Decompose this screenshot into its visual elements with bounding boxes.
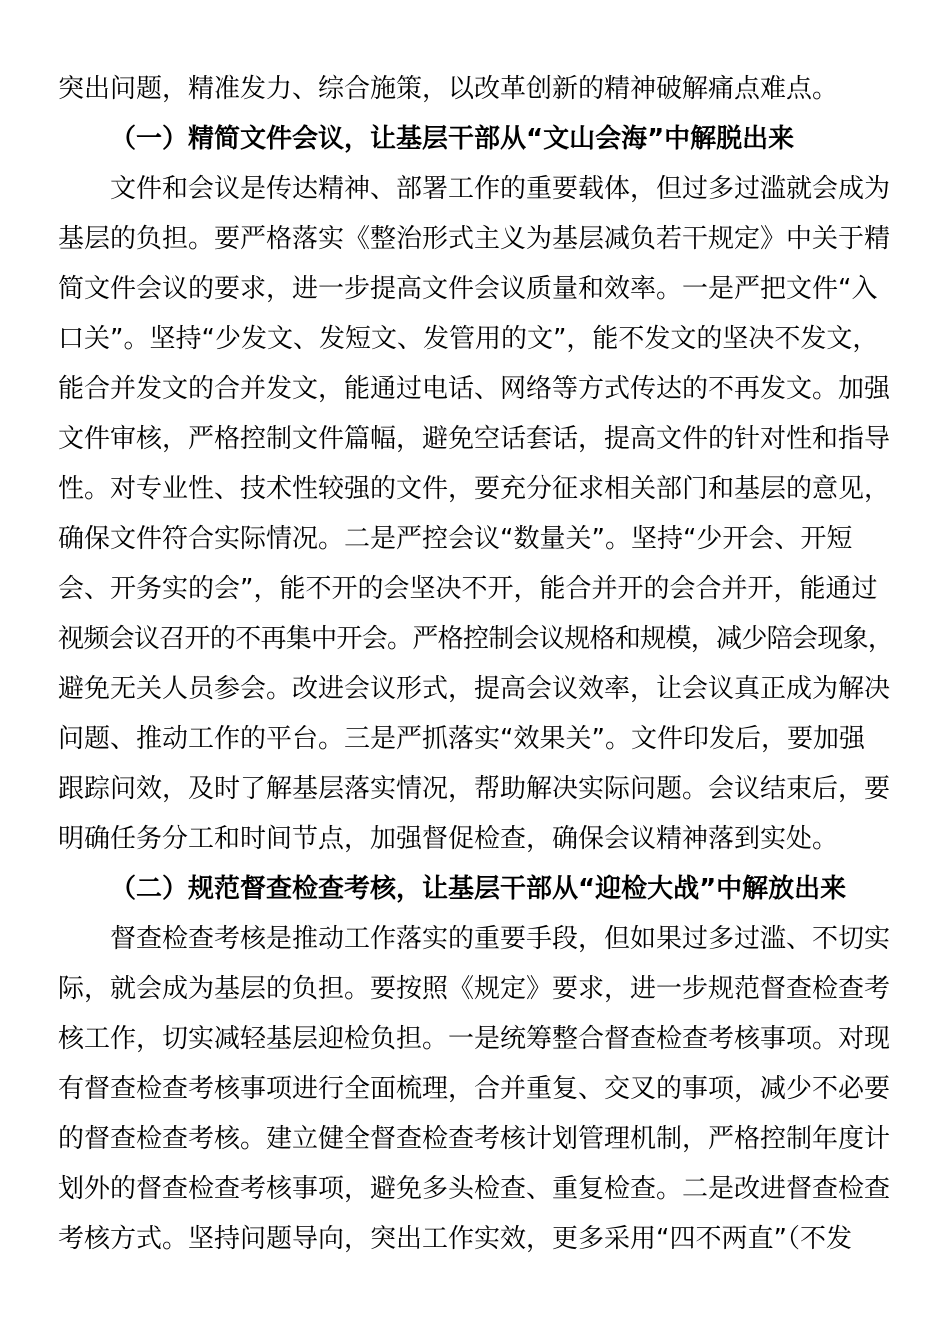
section-heading: （二）规范督查检查考核，让基层干部从“迎检大战”中解放出来 bbox=[110, 874, 847, 904]
paragraph-line: 基层的负担。要严格落实《整治形式主义为基层减负若干规定》中关于精 bbox=[58, 224, 891, 254]
paragraph-line: 能合并发文的合并发文，能通过电话、网络等方式传达的不再发文。加强 bbox=[58, 374, 891, 404]
paragraph-line: 简文件会议的要求，进一步提高文件会议质量和效率。一是严把文件“入 bbox=[58, 274, 878, 304]
paragraph-line: 视频会议召开的不再集中开会。严格控制会议规格和规模，减少陪会现象， bbox=[58, 624, 894, 654]
paragraph-line: 督查检查考核是推动工作落实的重要手段，但如果过多过滥、不切实 bbox=[110, 924, 891, 954]
paragraph-line: 核工作，切实减轻基层迎检负担。一是统筹整合督查检查考核事项。对现 bbox=[58, 1024, 891, 1054]
paragraph-line: 避免无关人员参会。改进会议形式，提高会议效率，让会议真正成为解决 bbox=[58, 674, 891, 704]
paragraph-line: 明确任务分工和时间节点，加强督促检查，确保会议精神落到实处。 bbox=[58, 824, 839, 854]
paragraph-line: 口关”。坚持“少发文、发短文、发管用的文”，能不发文的坚决不发文， bbox=[58, 324, 879, 354]
section-heading: （一）精简文件会议，让基层干部从“文山会海”中解脱出来 bbox=[110, 124, 795, 154]
paragraph-line: 的督查检查考核。建立健全督查检查考核计划管理机制，严格控制年度计 bbox=[58, 1124, 891, 1154]
paragraph-line: 突出问题，精准发力、综合施策，以改革创新的精神破解痛点难点。 bbox=[58, 74, 839, 104]
paragraph-line: 文件和会议是传达精神、部署工作的重要载体，但过多过滥就会成为 bbox=[110, 174, 891, 204]
paragraph-line: 际，就会成为基层的负担。要按照《规定》要求，进一步规范督查检查考 bbox=[58, 974, 891, 1004]
paragraph-line: 问题、推动工作的平台。三是严抓落实“效果关”。文件印发后，要加强 bbox=[58, 724, 865, 754]
paragraph-line: 性。对专业性、技术性较强的文件，要充分征求相关部门和基层的意见， bbox=[58, 474, 891, 504]
paragraph-line: 有督查检查考核事项进行全面梳理，合并重复、交叉的事项，减少不必要 bbox=[58, 1074, 891, 1104]
paragraph-line: 跟踪问效，及时了解基层落实情况，帮助解决实际问题。会议结束后，要 bbox=[58, 774, 891, 804]
paragraph-line: 确保文件符合实际情况。二是严控会议“数量关”。坚持“少开会、开短 bbox=[58, 524, 853, 554]
paragraph-line: 会、开务实的会”，能不开的会坚决不开，能合并开的会合并开，能通过 bbox=[58, 574, 878, 604]
paragraph-line: 划外的督查检查考核事项，避免多头检查、重复检查。二是改进督查检查 bbox=[58, 1174, 891, 1204]
paragraph-line: 文件审核，严格控制文件篇幅，避免空话套话，提高文件的针对性和指导 bbox=[58, 424, 891, 454]
paragraph-line: 考核方式。坚持问题导向，突出工作实效，更多采用“四不两直”（不发 bbox=[58, 1224, 852, 1254]
